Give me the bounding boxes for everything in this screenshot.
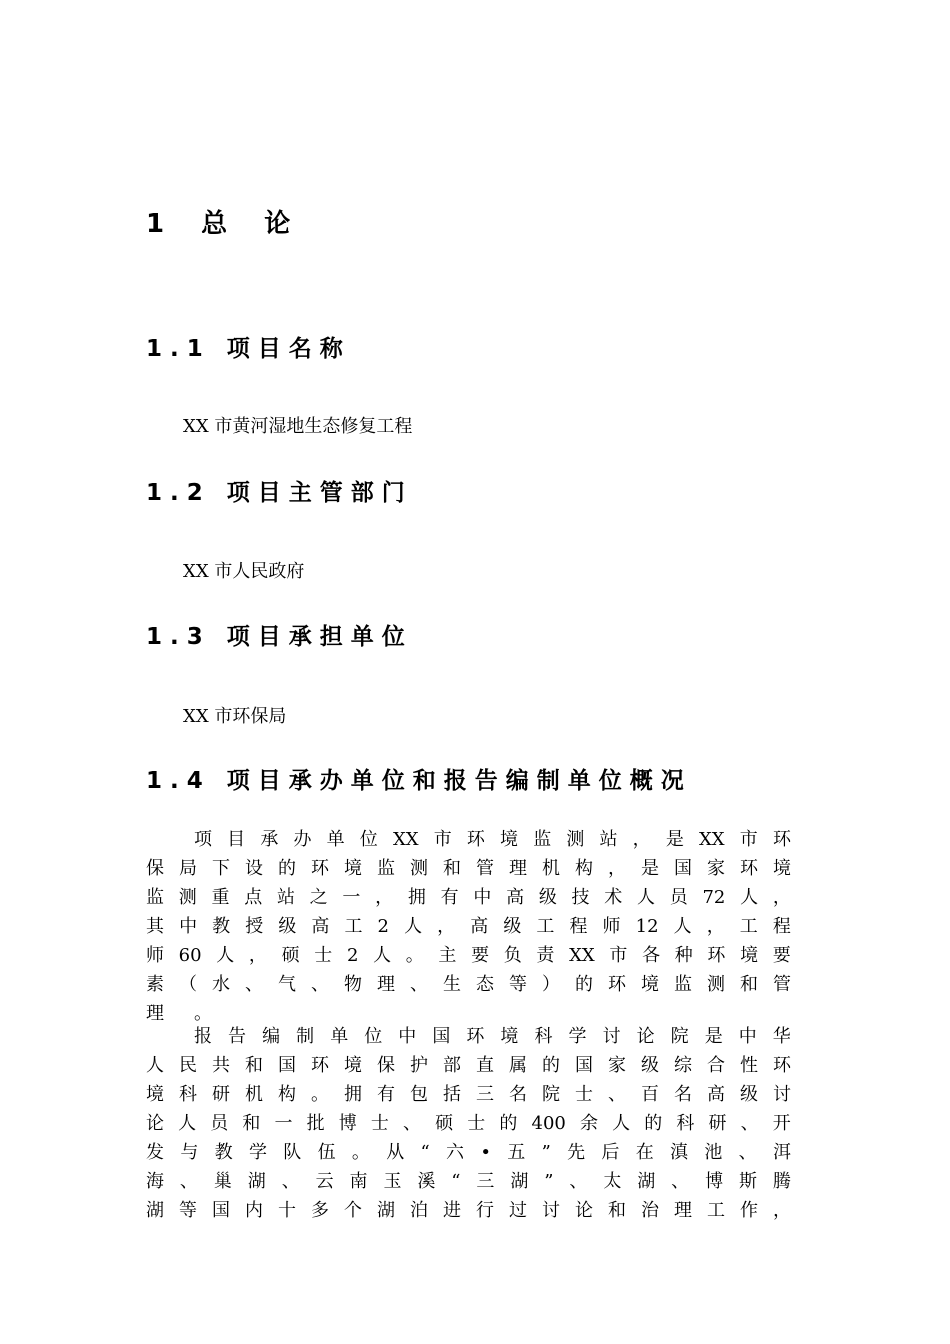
text-run: 学 [568,1026,587,1047]
text-run: 讨 [773,1084,791,1105]
text-run: 人 [637,887,656,908]
text-run: 士 [314,945,333,966]
text-run: 湖 [247,1171,266,1192]
text-run: 一 [342,887,361,908]
text-run: XX [698,829,725,850]
text-run: 环 [311,858,329,879]
text-run: 单 [326,829,345,850]
supervising-department-text: XX 市人民政府 [183,561,305,582]
text-run: 三 [476,1084,494,1105]
text-run: 中 [179,916,198,937]
text-run: 科 [179,1084,197,1105]
text-run: 环 [466,829,485,850]
text-run: 是 [641,858,659,879]
text-run: 位 [359,829,378,850]
text-run: 程 [772,916,791,937]
text-run: 、 [569,1171,588,1192]
text-run: 工 [344,916,363,937]
paragraph-line [146,1196,791,1225]
text-run: 环 [707,945,726,966]
text-run: ， [706,916,725,937]
text-run: “ [451,1171,461,1192]
text-run: 玉 [383,1171,402,1192]
text-run: （ [179,974,197,995]
section-heading-1-4: 1.4 项目承办单位和报告编制单位概况 [146,768,692,794]
text-run: 论 [146,1113,164,1134]
text-run: 括 [443,1084,461,1105]
text-run: 名 [674,1084,692,1105]
text-run: 测 [410,858,428,879]
text-run: 行 [476,1200,494,1221]
paragraph-line [146,970,791,999]
text-run: 监 [146,887,164,908]
text-run: 个 [344,1200,362,1221]
text-run: 构 [278,1084,296,1105]
text-run: 批 [306,1113,325,1134]
text-run: 、 [410,974,428,995]
text-run: 五 [507,1142,526,1163]
text-run: 进 [443,1200,461,1221]
text-run: 滇 [670,1142,689,1163]
text-run: 硕 [281,945,300,966]
text-run: 承 [260,829,279,850]
text-run: 管 [773,974,791,995]
text-run: 论 [575,1200,593,1221]
text-run: XX [569,945,595,966]
text-run: 生 [443,974,461,995]
text-run: 单 [330,1026,349,1047]
text-run: 共 [212,1055,230,1076]
text-run: 研 [212,1084,230,1105]
text-run: 是 [665,829,684,850]
text-run: 主 [438,945,457,966]
paragraph-line [146,825,791,854]
text-run: 人 [146,1055,164,1076]
text-run: 高 [311,916,330,937]
text-run: 院 [542,1084,560,1105]
text-run: 士 [370,1113,389,1134]
text-run: 、 [179,1171,198,1192]
text-run: 境 [146,1084,164,1105]
text-run: 泊 [410,1200,428,1221]
text-run: ， [772,887,791,908]
text-run: 在 [635,1142,654,1163]
undertaking-unit-text: XX 市环保局 [183,706,287,727]
paragraph-line [146,1051,791,1080]
text-run: 家 [707,858,725,879]
text-run: 余 [579,1113,598,1134]
text-run: 理 [509,858,527,879]
text-run: 云 [315,1171,334,1192]
text-run: 中 [398,1026,417,1047]
text-run: 三 [476,1171,495,1192]
text-run: 环 [311,1055,329,1076]
text-run: 后 [601,1142,620,1163]
text-run: 研 [708,1113,727,1134]
text-run: 办 [293,829,312,850]
text-run: 博 [338,1113,357,1134]
text-run: 站 [599,829,618,850]
text-run: 合 [707,1055,725,1076]
text-run: 华 [772,1026,791,1047]
text-run: 下 [212,858,230,879]
text-run: 气 [278,974,296,995]
text-run: 内 [245,1200,263,1221]
section-heading-1-3: 1.3 项目承担单位 [146,624,413,650]
text-run: 的 [499,1113,518,1134]
text-run: 、 [245,974,263,995]
text-run: 授 [245,916,264,937]
text-run: 科 [534,1026,553,1047]
text-run: 要 [471,945,490,966]
text-run: 院 [670,1026,689,1047]
text-run: 点 [244,887,263,908]
text-run: 硕 [435,1113,454,1134]
text-run: 水 [212,974,230,995]
text-run: 境 [344,858,362,879]
text-run: 。 [405,945,424,966]
text-run: 人 [612,1113,631,1134]
text-run: 、 [671,1171,690,1192]
text-run: 环 [608,974,626,995]
text-run: 之 [309,887,328,908]
text-run: 。 [194,1003,212,1024]
text-run: ， [608,858,626,879]
text-run: 从 [386,1142,405,1163]
section-heading-1-1: 1.1 项目名称 [146,336,351,362]
text-run: 国 [278,1055,296,1076]
text-run: 环 [772,829,791,850]
text-run: ， [437,916,456,937]
text-run: 腾 [772,1171,791,1192]
text-run: 境 [344,1055,362,1076]
text-run: 科 [676,1113,695,1134]
text-run: 编 [262,1026,281,1047]
text-run: 队 [283,1142,302,1163]
text-run: 项 [194,829,212,850]
text-run: 人 [673,916,692,937]
text-run: 报 [194,1026,212,1047]
text-run: 局 [179,858,197,879]
text-run: 境 [740,945,759,966]
text-run: 员 [669,887,688,908]
text-run: 巢 [213,1171,232,1192]
text-run: 过 [509,1200,527,1221]
text-run: 士 [575,1084,593,1105]
text-run: 工 [707,1200,725,1221]
text-run: 市 [433,829,452,850]
text-run: 72 [702,887,726,908]
text-run: 境 [773,858,791,879]
text-run: 部 [443,1055,461,1076]
text-run: 师 [602,916,621,937]
text-run: 国 [674,858,692,879]
text-run: 教 [214,1142,233,1163]
text-run: 级 [503,916,522,937]
text-run: • [480,1142,491,1163]
text-run: 其 [146,916,164,937]
paragraph-line [146,1080,791,1109]
text-run: 境 [500,829,519,850]
text-run: 测 [178,887,197,908]
paragraph-line [146,1022,791,1051]
text-run: 重 [211,887,230,908]
text-run: 治 [641,1200,659,1221]
text-run: 人 [373,945,392,966]
text-run: 级 [641,1055,659,1076]
text-run: 理 [674,1200,692,1221]
text-run: 和 [608,1200,626,1221]
text-run: 管 [476,858,494,879]
text-run: 400 [531,1113,566,1134]
text-run: 、 [403,1113,421,1134]
text-run: 要 [772,945,791,966]
text-run: 拥 [407,887,426,908]
text-run: 人 [404,916,423,937]
text-run: 护 [410,1055,428,1076]
text-run: 、 [311,974,329,995]
text-run: 伍 [317,1142,336,1163]
text-run: 百 [641,1084,659,1105]
text-run: 家 [608,1055,626,1076]
paragraph-line [146,1138,791,1167]
text-run: 先 [567,1142,586,1163]
text-run: 60 [178,945,202,966]
text-run: 多 [311,1200,329,1221]
text-run: ， [632,829,651,850]
text-run: 监 [377,858,395,879]
text-run: 的 [542,1055,560,1076]
chapter-title: 1 总 论 [146,209,305,239]
text-run: “ [420,1142,430,1163]
text-run: 态 [476,974,494,995]
text-run: 发 [146,1142,164,1163]
text-run: 名 [509,1084,527,1105]
text-run: 讨 [602,1026,621,1047]
text-run: 、 [738,1142,757,1163]
text-run: 是 [704,1026,723,1047]
text-run: 有 [440,887,459,908]
text-run: 包 [410,1084,428,1105]
text-run: 开 [772,1113,791,1134]
text-run: 论 [636,1026,655,1047]
text-run: 南 [349,1171,368,1192]
text-run: 作 [740,1200,758,1221]
text-run: 市 [609,945,628,966]
text-run: 2 [377,916,389,937]
text-run: 十 [278,1200,296,1221]
text-run: 级 [740,1084,758,1105]
text-run: 境 [641,974,659,995]
text-run: 工 [536,916,555,937]
text-run: 高 [707,1084,725,1105]
text-run: 和 [245,1055,263,1076]
paragraph-line [146,854,791,883]
text-run: ， [773,1200,791,1221]
text-run: 环 [740,858,758,879]
text-run: 理 [377,974,395,995]
text-run: 保 [146,858,164,879]
text-run: ” [541,1142,551,1163]
paragraph-report-unit [146,1022,791,1225]
text-run: 测 [566,829,585,850]
text-run: 各 [642,945,661,966]
text-run: 的 [575,974,593,995]
text-run: ” [544,1171,554,1192]
text-run: 太 [603,1171,622,1192]
text-run: 技 [571,887,590,908]
text-run: 站 [276,887,295,908]
paragraph-undertaking-unit [146,825,791,1028]
paragraph-line [146,883,791,912]
text-run: 直 [476,1055,494,1076]
text-run: 等 [509,974,527,995]
text-run: 。 [351,1142,370,1163]
text-run: 性 [740,1055,758,1076]
text-run: 的 [278,858,296,879]
text-run: 国 [575,1055,593,1076]
text-run: 湖 [377,1200,395,1221]
text-run: 中 [738,1026,757,1047]
text-run: 2 [346,945,359,966]
text-run: ， [248,945,267,966]
text-run: 溪 [417,1171,436,1192]
text-run: 术 [604,887,623,908]
text-run: 国 [432,1026,451,1047]
text-run: 。 [311,1084,329,1105]
text-run: 机 [542,858,560,879]
text-run: 级 [278,916,297,937]
text-run: 责 [536,945,555,966]
text-run: ） [542,974,560,995]
text-run: 师 [146,945,164,966]
text-run: 理 [146,1003,164,1024]
text-run: 环 [773,1055,791,1076]
text-run: 环 [466,1026,485,1047]
text-run: 民 [179,1055,197,1076]
text-run: 博 [705,1171,724,1192]
text-run: 测 [707,974,725,995]
text-run: 监 [533,829,552,850]
text-run: 人 [740,887,759,908]
paragraph-line [146,1167,791,1196]
text-run: 湖 [146,1200,164,1221]
text-run: 目 [227,829,246,850]
text-run: 拥 [344,1084,362,1105]
text-run: 池 [704,1142,723,1163]
text-run: 和 [740,974,758,995]
text-run: 保 [377,1055,395,1076]
text-run: 综 [674,1055,692,1076]
text-run: 的 [644,1113,663,1134]
text-run: 构 [575,858,593,879]
text-run: 市 [739,829,758,850]
text-run: 斯 [739,1171,757,1192]
text-run: 物 [344,974,362,995]
text-run: 湖 [510,1171,529,1192]
paragraph-line [146,1109,791,1138]
text-run: 制 [296,1026,315,1047]
text-run: 种 [674,945,693,966]
text-run: 中 [473,887,492,908]
text-run: 和 [242,1113,261,1134]
text-run: 高 [506,887,525,908]
text-run: 告 [228,1026,247,1047]
text-run: 员 [210,1113,229,1134]
text-run: 国 [212,1200,230,1221]
text-run: XX [392,829,419,850]
text-run: 学 [248,1142,267,1163]
text-run: 属 [509,1055,527,1076]
paragraph-line [146,912,791,941]
text-run: 讨 [542,1200,560,1221]
project-name-text: XX 市黄河湿地生态修复工程 [183,416,413,437]
text-run: 程 [569,916,588,937]
text-run: 素 [146,974,164,995]
text-run: 负 [503,945,522,966]
text-run: 一 [274,1113,293,1134]
text-run: 教 [212,916,231,937]
text-run: 和 [443,858,461,879]
text-run: 人 [178,1113,197,1134]
text-run: 级 [538,887,557,908]
text-run: 工 [739,916,758,937]
text-run: 12 [635,916,659,937]
text-run: 有 [377,1084,395,1105]
text-run: 洱 [772,1142,791,1163]
text-run: 境 [500,1026,519,1047]
text-run: ， [375,887,394,908]
paragraph-line [146,941,791,970]
text-run: 湖 [637,1171,656,1192]
text-run: 位 [364,1026,383,1047]
text-run: 、 [740,1113,759,1134]
text-run: 等 [179,1200,197,1221]
text-run: 人 [216,945,235,966]
section-heading-1-2: 1.2 项目主管部门 [146,480,413,506]
text-run: 海 [146,1171,164,1192]
text-run: 六 [446,1142,465,1163]
text-run: 、 [608,1084,626,1105]
text-run: 机 [245,1084,263,1105]
text-run: 高 [470,916,489,937]
text-run: 与 [180,1142,199,1163]
text-run: 士 [467,1113,486,1134]
text-run: 、 [281,1171,300,1192]
text-run: 监 [674,974,692,995]
text-run: 设 [245,858,263,879]
